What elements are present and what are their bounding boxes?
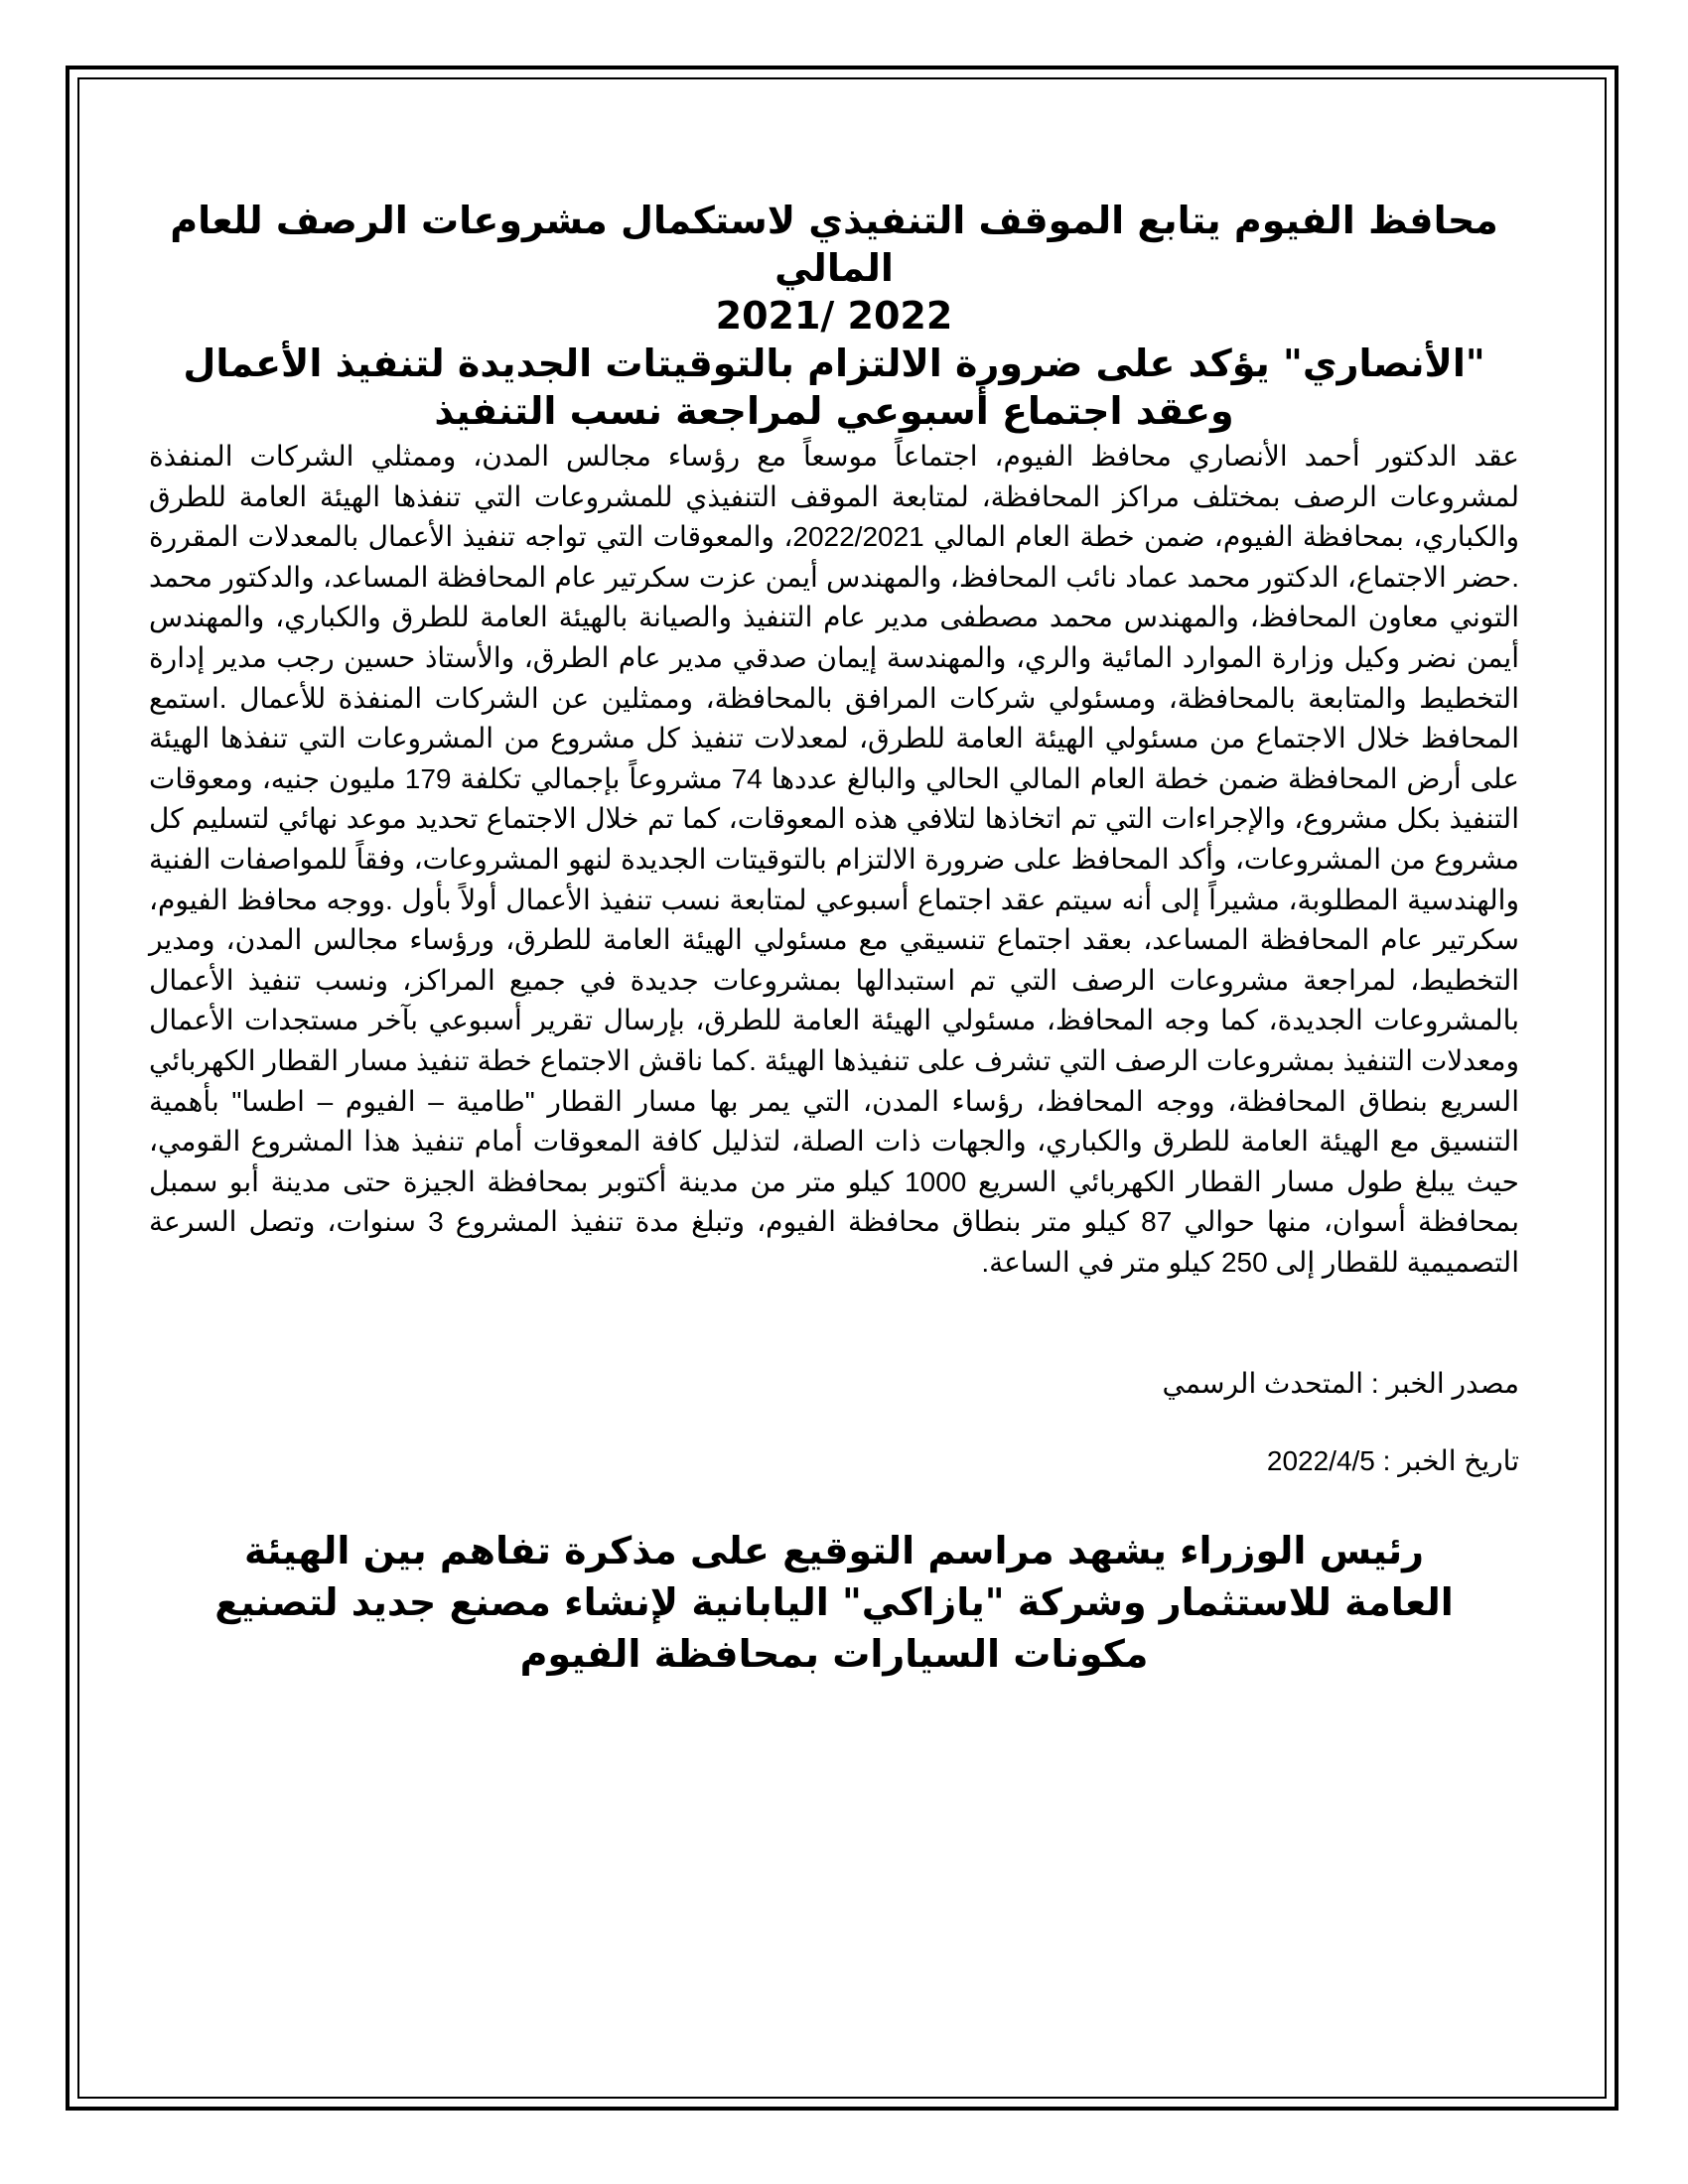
headline-subtitle: "الأنصاري" يؤكد على ضرورة الالتزام بالتوقيتات الجديدة لتنفيذ الأعمال وعقد اجتماع أسبوعي لمراجعة نسب التنفيذ (183, 341, 1485, 433)
second-article-headline: رئيس الوزراء يشهد مراسم التوقيع على مذكرة تفاهم بين الهيئة العامة للاستثمار وشركة "يازاكي" اليابانية لإنشاء مصنع جديد لتصنيع مكونات السيارات بمحافظة الفيوم (214, 1529, 1454, 1677)
headline-fiscal-year: 2021/ 2022 (715, 294, 953, 338)
news-source: مصدر الخبر : المتحدث الرسمي (1162, 1368, 1519, 1400)
news-date: تاريخ الخبر : 2022/4/5 (1266, 1445, 1519, 1477)
headline-main: محافظ الفيوم يتابع الموقف التنفيذي لاستكمال مشروعات الرصف للعام المالي (170, 199, 1498, 290)
article-body: عقد الدكتور أحمد الأنصاري محافظ الفيوم، اجتماعاً موسعاً مع رؤساء مجالس المدن، وممثلي الشركات المنفذة لمشروعات الرصف بمختلف مراكز المحافظة، لمتابعة الموقف التنفيذي للمشروعات التي تنفذها الهيئة العامة للطرق والكباري، بمحافظة الفيوم، ضمن خطة العام المالي 2022/2021، والمعوقات التي تواجه تنفيذ الأعمال بالمعدلات المقررة .حضر الاجتماع، الدكتور محمد عماد نائب المحافظ، والمهندس أيمن عزت سكرتير عام المحافظة المساعد، والدكتور محمد التوني معاون المحافظ، والمهندس محمد مصطفى مدير عام التنفيذ والصيانة بالهيئة العامة للطرق والكباري، والمهندس أيمن نضر وكيل وزارة الموارد المائية والري، والمهندسة إيمان صدقي مدير عام الطرق، والأستاذ حسين رجب مدير إدارة التخطيط والمتابعة بالمحافظة، ومسئولي شركات المرافق بالمحافظة، وممثلين عن الشركات المنفذة للأعمال .استمع المحافظ خلال الاجتماع من مسئولي الهيئة العامة للطرق، لمعدلات تنفيذ كل مشروع من المشروعات التي تنفذها الهيئة على أرض المحافظة ضمن خطة العام المالي الحالي والبالغ عددها 74 مشروعاً بإجمالي تكلفة 179 مليون جنيه، ومعوقات التنفيذ بكل مشروع، والإجراءات التي تم اتخاذها لتلافي هذه المعوقات، كما تم خلال الاجتماع تحديد موعد نهائي لتسليم كل مشروع من المشروعات، وأكد المحافظ على ضرورة الالتزام بالتوقيتات الجديدة لنهو المشروعات، وفقاً للمواصفات الفنية والهندسية المطلوبة، مشيراً إلى أنه سيتم عقد اجتماع أسبوعي لمتابعة نسب تنفيذ الأعمال أولاً بأول .ووجه محافظ الفيوم، سكرتير عام المحافظة المساعد، بعقد اجتماع تنسيقي مع مسئولي الهيئة العامة للطرق، ورؤساء مجالس المدن، ومدير التخطيط، لمراجعة مشروعات الرصف التي تم استبدالها بمشروعات جديدة في جميع المراكز، ونسب تنفيذ الأعمال بالمشروعات الجديدة، كما وجه المحافظ، مسئولي الهيئة العامة للطرق، بإرسال تقرير أسبوعي بآخر مستجدات الأعمال ومعدلات التنفيذ بمشروعات الرصف التي تشرف على تنفيذها الهيئة .كما ناقش الاجتماع خطة تنفيذ مسار القطار الكهربائي السريع بنطاق المحافظة، ووجه المحافظ، رؤساء المدن، التي يمر بها مسار القطار "طامية – الفيوم – اطسا" بأهمية التنسيق مع الهيئة العامة للطرق والكباري، والجهات ذات الصلة، لتذليل كافة المعوقات أمام تنفيذ هذا المشروع القومي، حيث يبلغ طول مسار القطار الكهربائي السريع 1000 كيلو متر من مدينة أكتوبر بمحافظة الجيزة حتى مدينة أبو سمبل بمحافظة أسوان، منها حوالي 87 كيلو متر بنطاق محافظة الفيوم، وتبلغ مدة تنفيذ المشروع 3 سنوات، وتصل السرعة التصميمية للقطار إلى 250 كيلو متر في الساعة. (149, 441, 1519, 1278)
document-content (149, 197, 1519, 1680)
article-headline (149, 197, 1519, 435)
